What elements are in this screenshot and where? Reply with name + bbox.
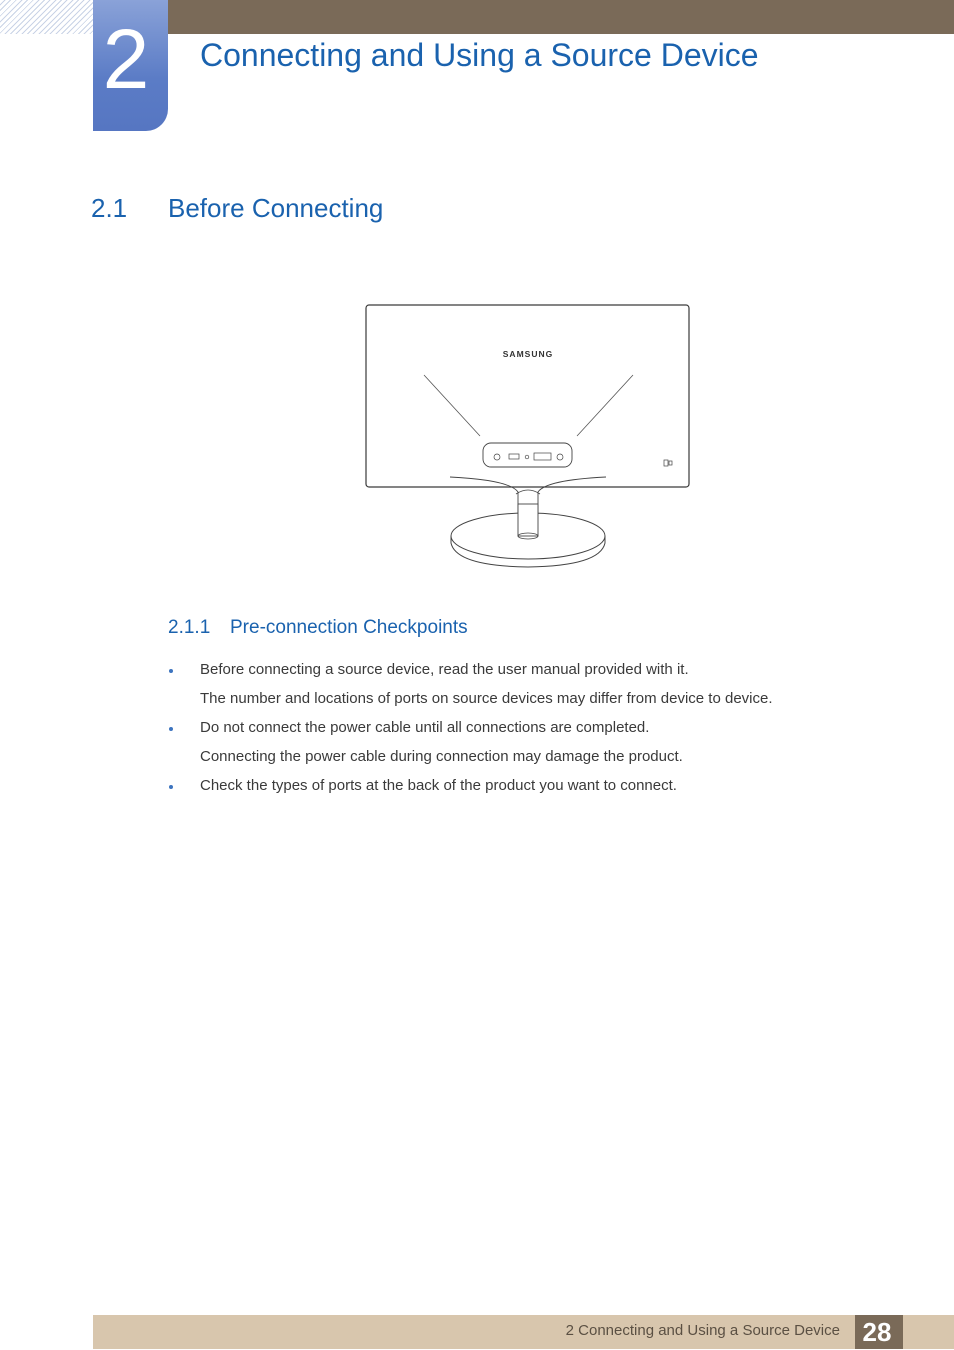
section-heading	[91, 190, 383, 226]
section-number: 2.1	[91, 193, 128, 223]
list-item	[168, 717, 868, 767]
checkpoint-list	[168, 659, 868, 804]
subsection-number: 2.1.1	[168, 617, 211, 638]
list-item	[168, 775, 868, 796]
list-item	[168, 659, 868, 709]
chapter-title: Connecting and Using a Source Device	[200, 37, 759, 73]
stand-neck	[516, 490, 540, 494]
footer-chapter-label: 2 Connecting and Using a Source Device	[565, 1322, 840, 1339]
subsection-title: Pre-connection Checkpoints	[230, 617, 468, 638]
list-item-text: Before connecting a source device, read the user manual provided with it.	[200, 661, 689, 678]
section-title: Before Connecting	[168, 193, 384, 223]
bullet-icon	[169, 727, 173, 731]
list-item-text: Do not connect the power cable until all connections are completed.	[200, 719, 650, 736]
header-hatch-pattern	[0, 0, 93, 34]
samsung-logo: SAMSUNG	[502, 349, 554, 359]
header-bar	[168, 0, 954, 34]
bullet-icon	[169, 785, 173, 789]
chapter-number: 2	[102, 12, 150, 106]
list-item-text: Check the types of ports at the back of the product you want to connect.	[200, 777, 677, 794]
bullet-icon	[169, 669, 173, 673]
page-number: 28	[862, 1317, 892, 1347]
stand-column	[518, 504, 538, 536]
list-item-note: The number and locations of ports on source devices may differ from device to device.	[200, 690, 773, 707]
list-item-note: Connecting the power cable during connection may damage the product.	[200, 748, 683, 765]
subsection-heading	[168, 616, 468, 640]
monitor-rear-view-illustration	[360, 300, 696, 572]
